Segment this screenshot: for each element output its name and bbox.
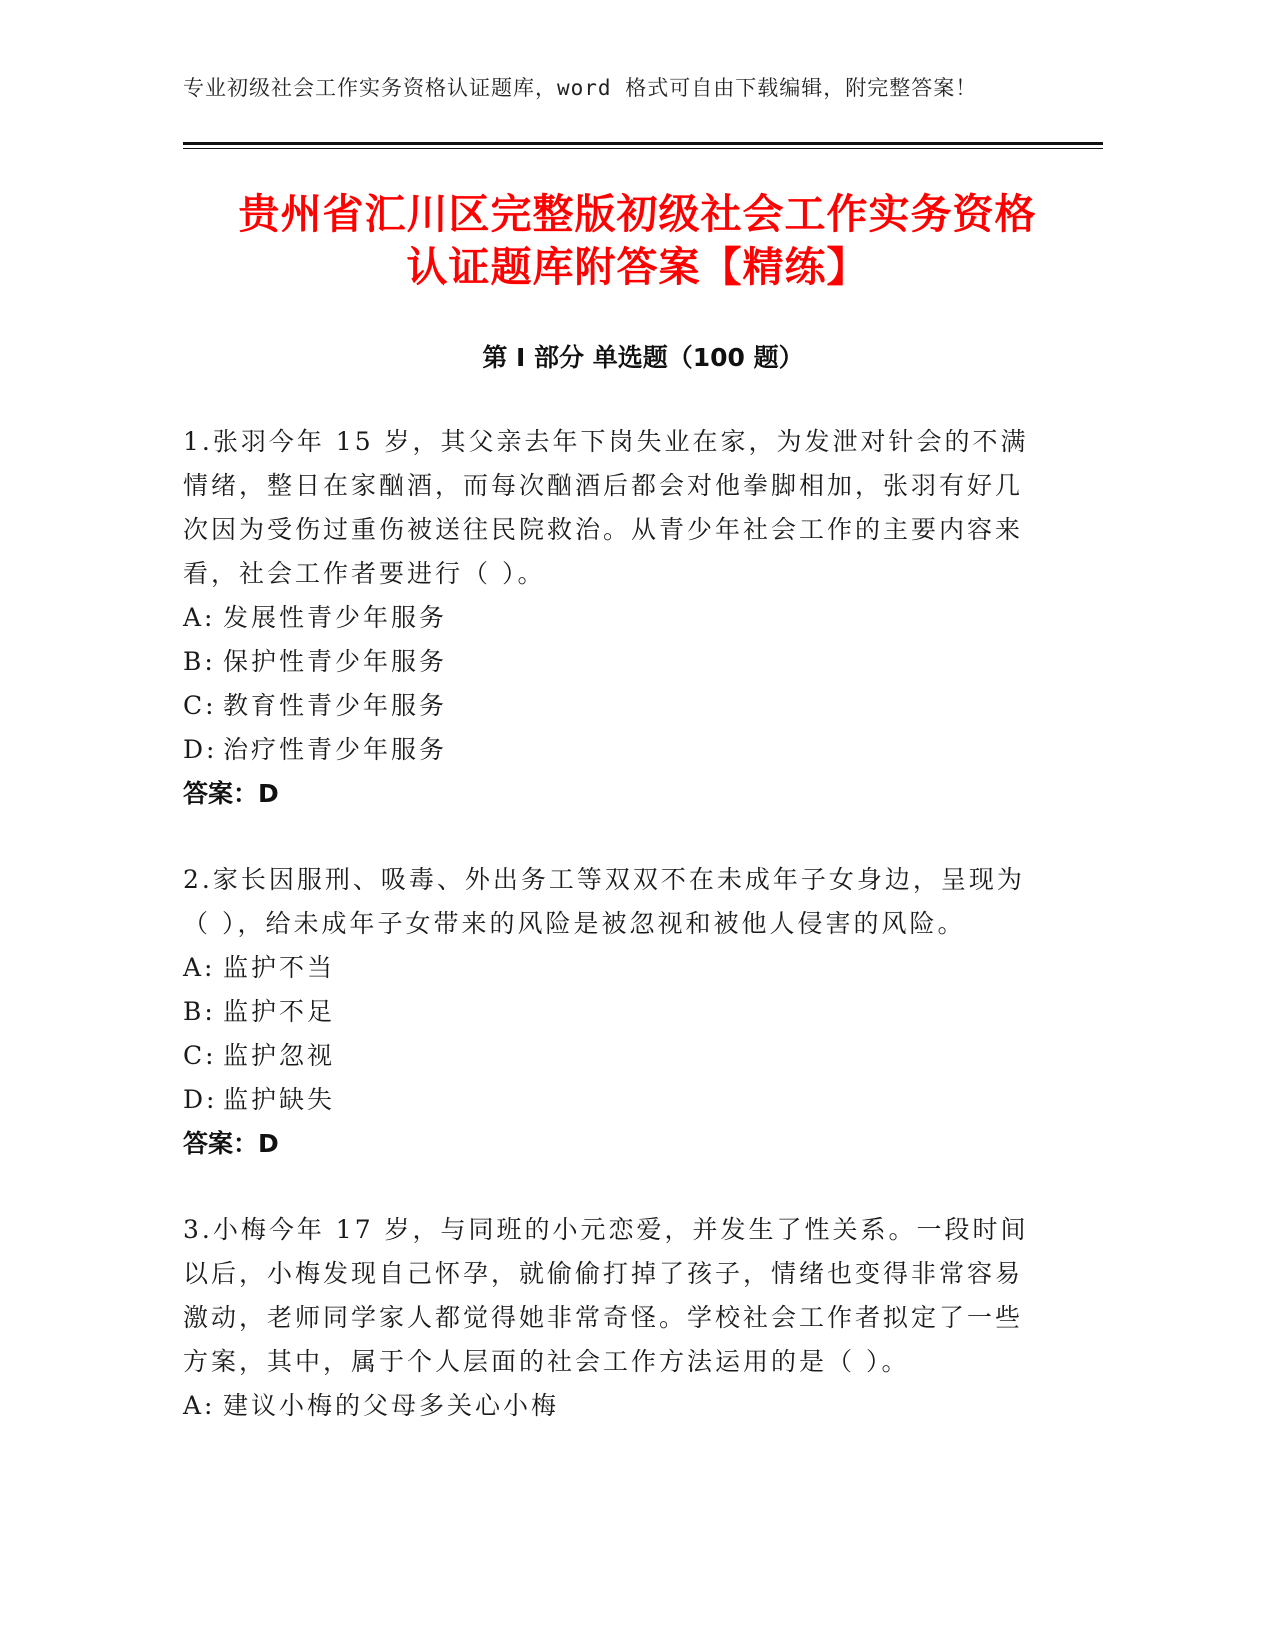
option-key: B:: [183, 647, 216, 676]
option-c: [183, 684, 1043, 728]
document-title-line-1: 贵州省汇川区完整版初级社会工作实务资格: [238, 190, 1037, 238]
header-divider-thin: [183, 148, 1103, 149]
header-divider-thick: [183, 142, 1103, 145]
option-a: [183, 1384, 1043, 1428]
document-title-line-2: 认证题库附答案【精练】: [406, 243, 869, 291]
question-1: [183, 420, 1043, 816]
question-list: [183, 420, 1043, 1470]
option-key: A:: [183, 953, 216, 982]
answer-label: 答案：D: [183, 1129, 279, 1158]
answer-label: 答案：D: [183, 779, 279, 808]
option-text: 发展性青少年服务: [223, 603, 448, 632]
option-text: 监护忽视: [223, 1041, 336, 1070]
question-3: [183, 1208, 1043, 1428]
option-text: 监护不当: [223, 953, 336, 982]
option-key: D:: [183, 1085, 218, 1114]
option-key: C:: [183, 1041, 217, 1070]
option-d: [183, 1078, 1043, 1122]
question-stem: 3.小梅今年 17 岁，与同班的小元恋爱，并发生了性关系。一段时间以后，小梅发现自己怀孕，就偷偷打掉了孩子，情绪也变得非常容易激动，老师同学家人都觉得她非常奇怪。学校社会工作者拟定了一些方案，其中，属于个人层面的社会工作方法运用的是（ ）。: [183, 1215, 1029, 1376]
document-title: [150, 188, 1125, 294]
option-text: 教育性青少年服务: [223, 691, 448, 720]
page-header: 专业初级社会工作实务资格认证题库，word 格式可自由下载编辑，附完整答案！: [183, 76, 978, 100]
question-stem: 1.张羽今年 15 岁，其父亲去年下岗失业在家，为发泄对针会的不满情绪，整日在家酗酒，而每次酗酒后都会对他拳脚相加，张羽有好几次因为受伤过重伤被送往民院救治。从青少年社会工作的主要内容来看，社会工作者要进行（ ）。: [183, 427, 1029, 588]
option-key: A:: [183, 603, 216, 632]
option-key: A:: [183, 1391, 216, 1420]
option-text: 监护不足: [223, 997, 336, 1026]
option-text: 建议小梅的父母多关心小梅: [223, 1391, 560, 1420]
question-stem: 2.家长因服刑、吸毒、外出务工等双双不在未成年子女身边，呈现为（ ），给未成年子女带来的风险是被忽视和被他人侵害的风险。: [183, 865, 1025, 938]
option-text: 治疗性青少年服务: [223, 735, 448, 764]
option-c: [183, 1034, 1043, 1078]
option-d: [183, 728, 1043, 772]
option-b: [183, 990, 1043, 1034]
option-key: D:: [183, 735, 218, 764]
option-a: [183, 946, 1043, 990]
question-2: [183, 858, 1043, 1166]
option-b: [183, 640, 1043, 684]
option-key: B:: [183, 997, 216, 1026]
option-key: C:: [183, 691, 217, 720]
option-a: [183, 596, 1043, 640]
option-text: 监护缺失: [223, 1085, 336, 1114]
section-heading: 第 I 部分 单选题（100 题）: [482, 343, 804, 372]
option-text: 保护性青少年服务: [223, 647, 448, 676]
